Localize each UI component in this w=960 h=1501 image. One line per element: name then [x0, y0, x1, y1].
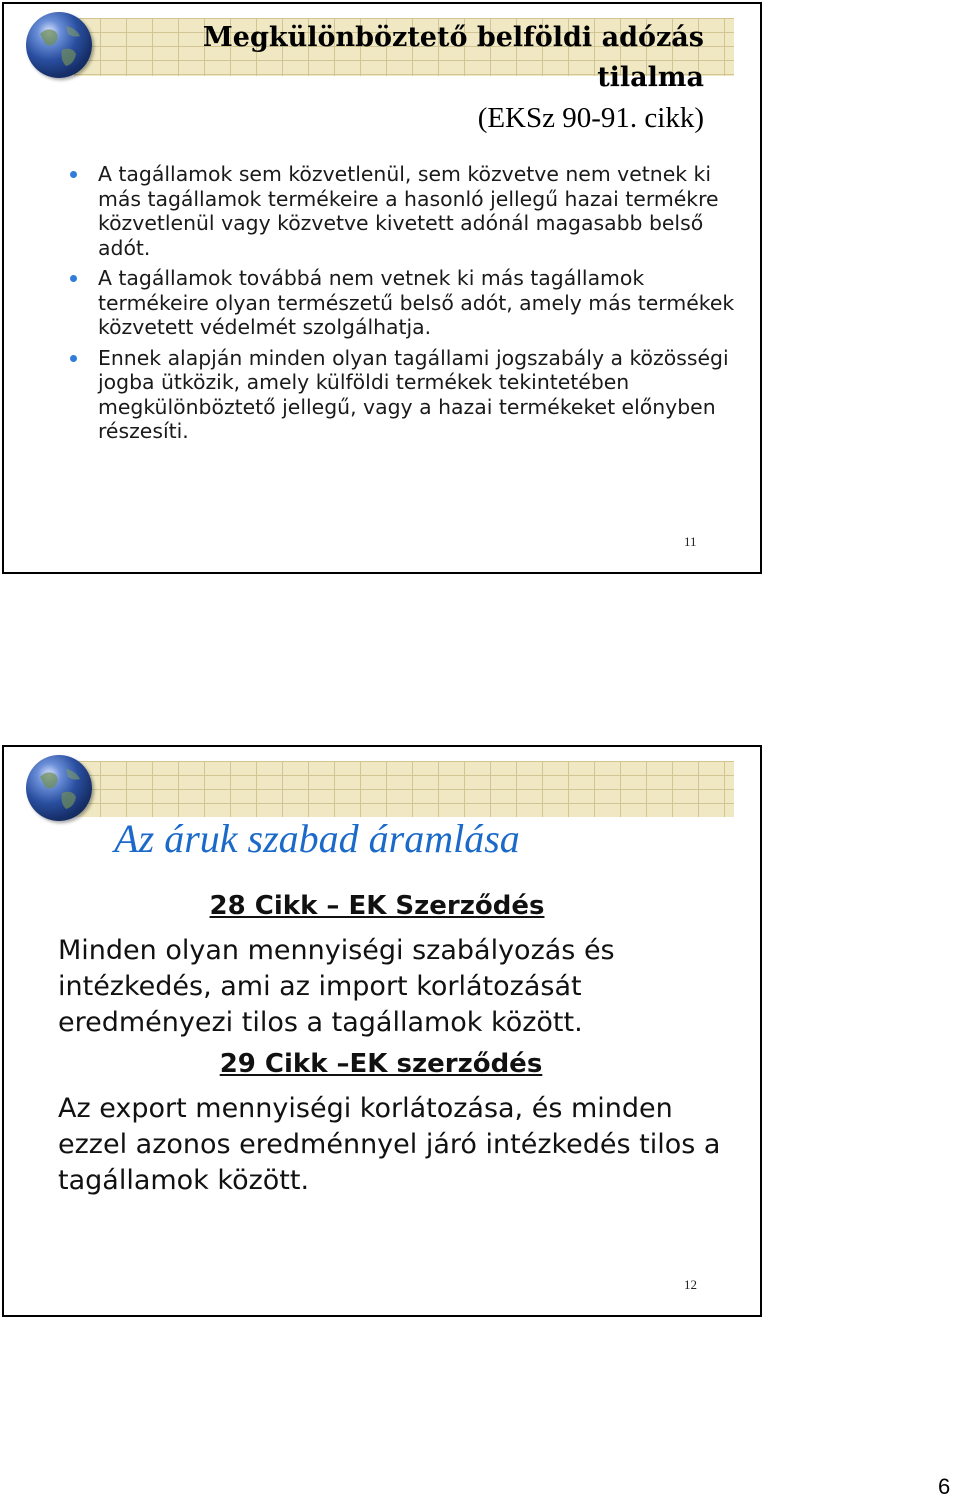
article-28-text: Minden olyan mennyiségi szabályozás és intézkedés, ami az import korlátozását eredményezi tilos a tagállamok között.: [58, 935, 615, 1038]
slide-title-line2: (EKSz 90-91. cikk): [477, 102, 704, 134]
bullet-text: A tagállamok továbbá nem vetnek ki más tagállamok termékeire olyan természetű belső adót, amely más termékek közvetett védelmét szolgálhatja.: [98, 266, 735, 339]
article-29-heading: 29 Cikk –EK szerződés: [219, 1049, 543, 1079]
globe-icon: [26, 755, 92, 821]
slide-title-line1: Megkülönböztető belföldi adózás tilalma: [202, 22, 704, 93]
bullet-list: [60, 162, 740, 450]
header-band: [74, 761, 734, 817]
bullet-text: Ennek alapján minden olyan tagállami jogszabály a közösségi jogba ütközik, amely külföldi termékek tekintetében megkülönböztető jellegű, vagy a hazai termékeket előnyben részesíti.: [98, 345, 729, 443]
bullet-dot-icon: [70, 275, 77, 282]
article-29-text: Az export mennyiségi korlátozása, és minden ezzel azonos eredménnyel járó intézkedés tilos a tagállamok között.: [58, 1093, 721, 1196]
list-item: [60, 266, 740, 340]
slide-12: [2, 745, 762, 1317]
slide-title: Az áruk szabad áramlása: [114, 816, 520, 861]
article-28-heading: 28 Cikk – EK Szerződés: [209, 891, 545, 921]
bullet-dot-icon: [70, 171, 77, 178]
document-page-number: 6: [938, 1474, 951, 1499]
slide-title: [104, 18, 704, 138]
slide-page-number: 12: [684, 1277, 697, 1292]
list-item: [60, 346, 740, 444]
list-item: [60, 162, 740, 260]
bullet-text: A tagállamok sem közvetlenül, sem közvetve nem vetnek ki más tagállamok termékeire a hasonló jellegű hazai termékre közvetlenül vagy közvetve kivetett adónál magasabb belső adót.: [98, 162, 719, 260]
slide-11: [2, 2, 762, 574]
globe-icon: [26, 12, 92, 78]
slide-page-number: 11: [684, 534, 697, 549]
bullet-dot-icon: [70, 355, 77, 362]
